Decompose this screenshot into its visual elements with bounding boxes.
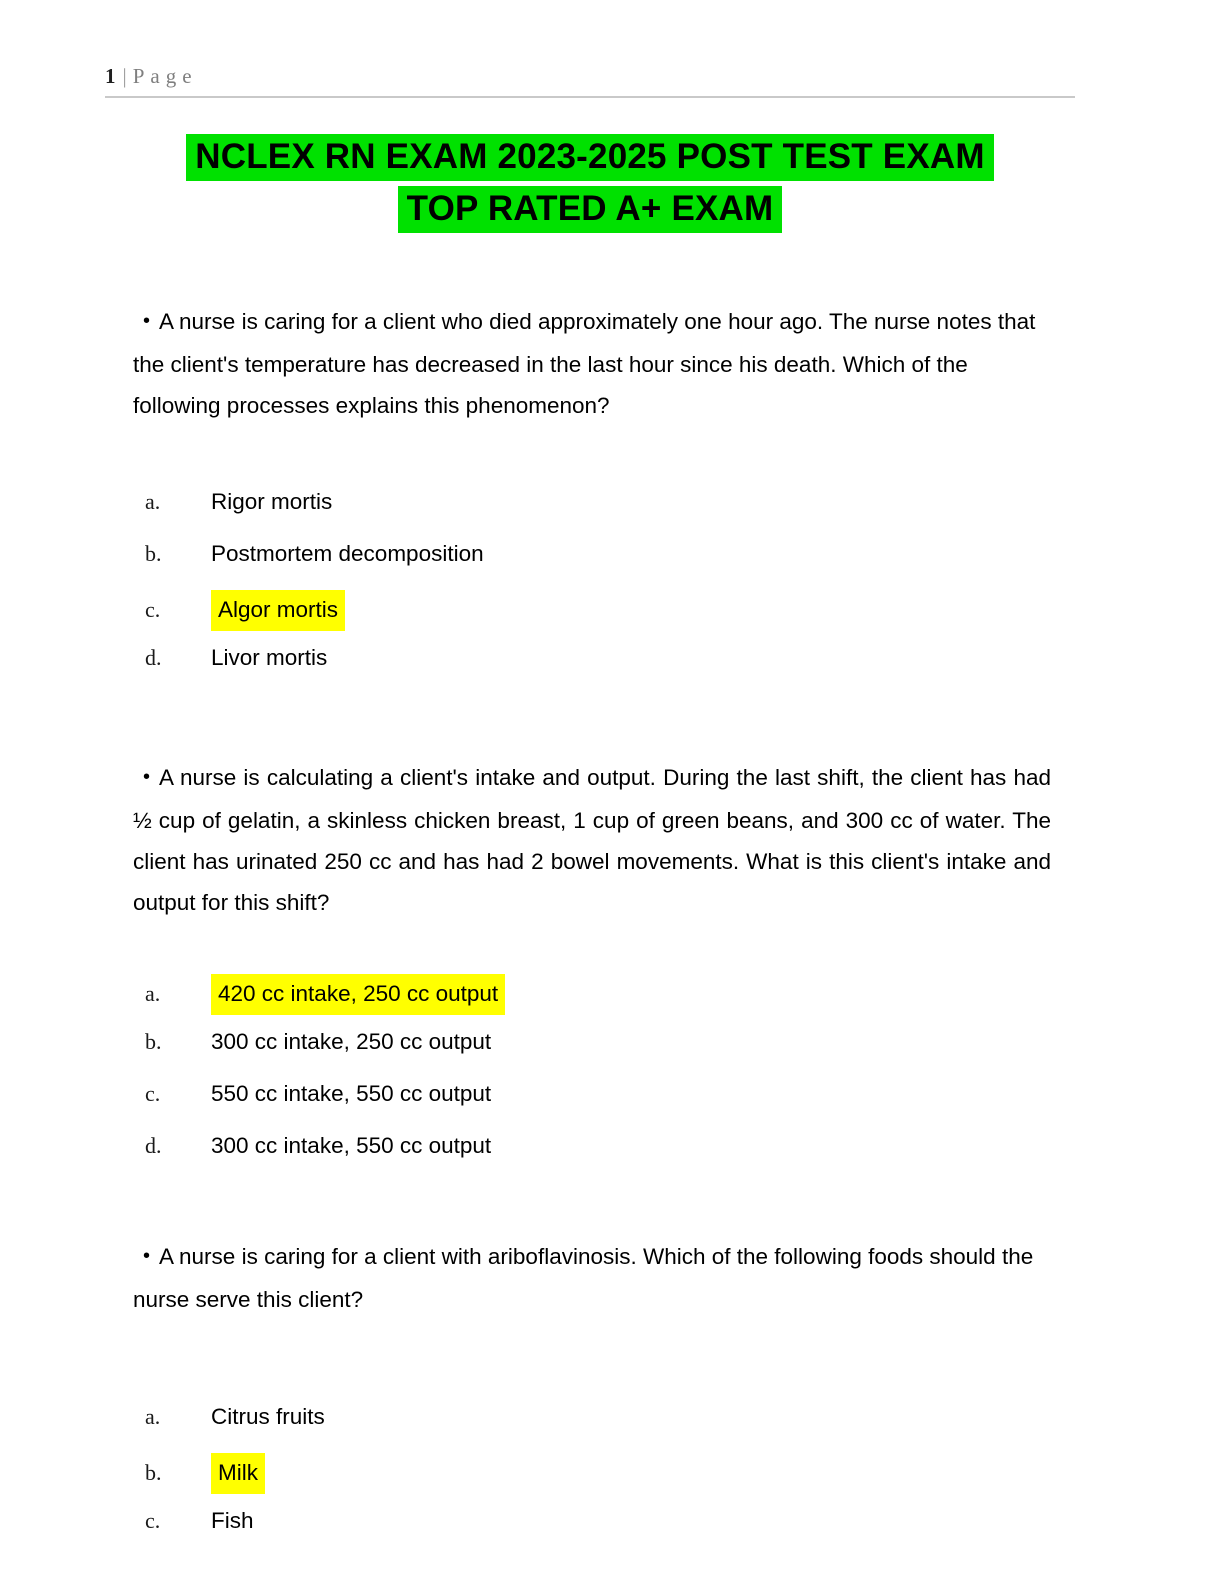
option-row — [145, 486, 484, 538]
question-1-options — [145, 486, 484, 694]
option-row — [145, 1078, 505, 1130]
question-2-options — [145, 974, 505, 1182]
option-row — [145, 1130, 505, 1182]
option-text-highlighted-answer: 420 cc intake, 250 cc output — [211, 974, 505, 1015]
question-text: A nurse is calculating a client's intake and output. During the last shift, the client has had ½ cup of gelatin, a skinless chicken breast, 1 cup of green beans, and 300 cc of water. The client has urinated 250 cc and has had 2 bowel movements. What is this client's intake and output for this shift? — [133, 765, 1051, 915]
page-separator: | — [122, 64, 127, 88]
option-letter: a. — [145, 489, 161, 514]
option-letter: b. — [145, 1460, 162, 1485]
option-letter: b. — [145, 541, 162, 566]
bullet-icon: • — [143, 1245, 151, 1267]
option-row — [145, 1401, 325, 1453]
option-text: 550 cc intake, 550 cc output — [211, 1081, 492, 1106]
option-letter: b. — [145, 1029, 162, 1054]
question-2-text — [133, 757, 1051, 923]
option-text: Rigor mortis — [211, 489, 333, 514]
option-letter: d. — [145, 1133, 162, 1158]
question-text: A nurse is caring for a client with ariboflavinosis. Which of the following foods should the nurse serve this client? — [133, 1244, 1034, 1312]
bullet-icon: • — [143, 766, 151, 788]
question-text: A nurse is caring for a client who died approximately one hour ago. The nurse notes that the client's temperature has decreased in the last hour since his death. Which of the following processes explains this phenomenon? — [133, 309, 1036, 418]
page-header — [105, 64, 1075, 98]
option-text: Fish — [211, 1508, 254, 1533]
option-letter: c. — [145, 1508, 161, 1533]
question-3-options — [145, 1401, 325, 1557]
option-row — [145, 1026, 505, 1078]
option-text-highlighted-answer: Milk — [211, 1453, 265, 1494]
option-row — [145, 590, 484, 642]
question-1-text — [133, 301, 1051, 426]
bullet-icon: • — [143, 310, 151, 332]
option-letter: c. — [145, 1081, 161, 1106]
option-letter: a. — [145, 981, 161, 1006]
option-text: 300 cc intake, 550 cc output — [211, 1133, 492, 1158]
option-row — [145, 1505, 325, 1557]
title-line-1: NCLEX RN EXAM 2023-2025 POST TEST EXAM — [186, 134, 993, 181]
option-text: Citrus fruits — [211, 1404, 325, 1429]
option-row — [145, 1453, 325, 1505]
option-row — [145, 538, 484, 590]
exam-title — [105, 131, 1075, 235]
page-label: Page — [132, 64, 198, 88]
option-letter: c. — [145, 597, 161, 622]
title-line-2: TOP RATED A+ EXAM — [398, 186, 783, 233]
option-row — [145, 642, 484, 694]
option-text: 300 cc intake, 250 cc output — [211, 1029, 492, 1054]
option-text-highlighted-answer: Algor mortis — [211, 590, 345, 631]
option-letter: a. — [145, 1404, 161, 1429]
option-text: Livor mortis — [211, 645, 328, 670]
question-3-text — [133, 1236, 1051, 1320]
option-text: Postmortem decomposition — [211, 541, 484, 566]
option-letter: d. — [145, 645, 162, 670]
page-number: 1 — [105, 64, 116, 88]
option-row — [145, 974, 505, 1026]
